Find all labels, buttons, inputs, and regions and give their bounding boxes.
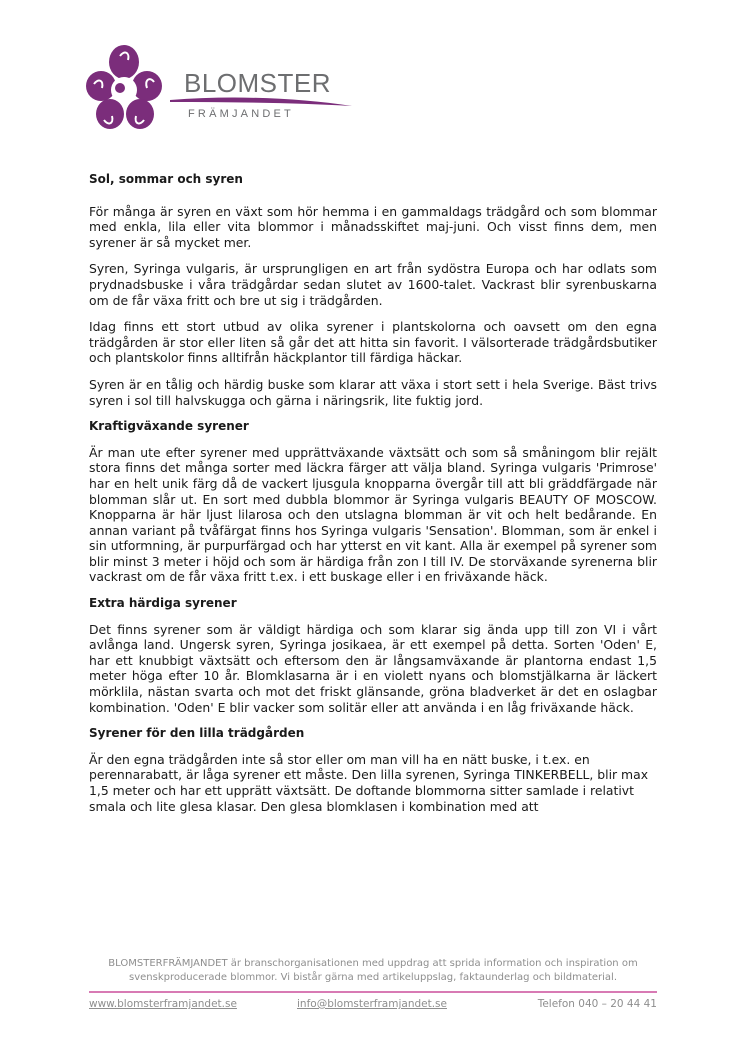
section-heading: Kraftigväxande syrener (89, 419, 249, 434)
article-title: Sol, sommar och syren (89, 172, 243, 186)
logo (84, 40, 364, 140)
paragraph: Är den egna trädgården inte så stor eller om man vill ha en nätt buske, i t.ex. en perennarabatt, är låga syrener ett måste. Den lilla syrenen, Syringa TINKERBELL, blir max 1,5 meter och har ett upprätt växtsätt. De doftande blommorna sitter samlade i relativt smala och lite glesa klasar. Den glesa blomklasen i kombination med att (89, 751, 649, 814)
footer-note: BLOMSTERFRÄMJANDET är branschorganisationen med uppdrag att sprida information och inspiration om svenskproducerade blommor. Vi bistår gärna med artikeluppslag, faktaunderlag och bildmaterial. (108, 958, 638, 983)
website-link[interactable]: www.blomsterframjandet.se (89, 998, 237, 1010)
article (89, 172, 657, 814)
paragraph: Det finns syrener som är väldigt härdiga och som klarar sig ända upp till zon VI i vårt avlånga land. Ungersk syren, Syringa josikaea, är ett exempel på detta. Sorten 'Oden' E, har ett knubbigt växtsätt och eftersom den är långsamväxande är plantorna endast 1,5 meter höga efter 10 år. Blomklasarna är i en violett nyans och blomstjälkarna är läckert mörklila, nästan svarta och mot det friskt glänsande, gröna bladverket är det en oslagbar kombination. 'Oden' E blir vacker som solitär eller att använda i en låg friväxande häck. (89, 621, 657, 715)
logo-title: BLOMSTER (184, 68, 332, 98)
paragraph: Idag finns ett stort utbud av olika syrener i plantskolorna och oavsett om den egna trädgården är stor eller liten så går det att hitta sin favorit. I välsorterade trädgårdsbutiker och plantskolor finns alltifrån häckplantor till färdiga häckar. (89, 319, 657, 366)
footer-divider (89, 991, 657, 993)
section-heading: Syrener för den lilla trädgården (89, 726, 305, 741)
section-heading: Extra härdiga syrener (89, 596, 237, 611)
email-link[interactable]: info@blomsterframjandet.se (297, 998, 447, 1010)
paragraph: För många är syren en växt som hör hemma i en gammaldags trädgård och som blommar med enkla, lila eller vita blommor i månadsskiftet maj-juni. Och visst finns dem, men syrener är så mycket mer. (89, 203, 657, 250)
paragraph: Syren, Syringa vulgaris, är ursprungligen en art från sydöstra Europa och har odlats som prydnadsbuske i våra trädgårdar sedan slutet av 1600-talet. Vackrast blir syrenbuskarna om de får växa fritt och bre ut sig i trädgården. (89, 261, 657, 308)
paragraph: Syren är en tålig och härdig buske som klarar att växa i stort sett i hela Sverige. Bäst trivs syren i sol till halvskugga och gärna i näringsrik, lite fuktig jord. (89, 376, 657, 408)
phone-number: Telefon 040 – 20 44 41 (537, 998, 657, 1010)
paragraph: Är man ute efter syrener med upprättväxande växtsätt och som så småningom blir rejält stora finns det många sorter med läckra färger att välja bland. Syringa vulgaris 'Primrose' har en helt unik färg då de vackert ljusgula knopparna övergår till att bli gräddfärgade när blomman slår ut. En sort med dubbla blommor är Syringa vulgaris BEAUTY OF MOSCOW. Knopparna är här ljust lilarosa och den utslagna blomman är vit och helt bedårande. En annan variant på tvåfärgat finns hos Syringa vulgaris 'Sensation'. Blomman, som är enkel i sin utformning, är purpurfärgad och har ytterst en vit kant. Alla är exempel på syrener som blir minst 3 meter i höjd och som är härdiga från zon I till IV. De storväxande syrenerna blir vackrast om de får växa fritt t.ex. i ett buskage eller i en friväxande häck. (89, 444, 657, 585)
logo-subtitle: FRÄMJANDET (188, 108, 294, 120)
